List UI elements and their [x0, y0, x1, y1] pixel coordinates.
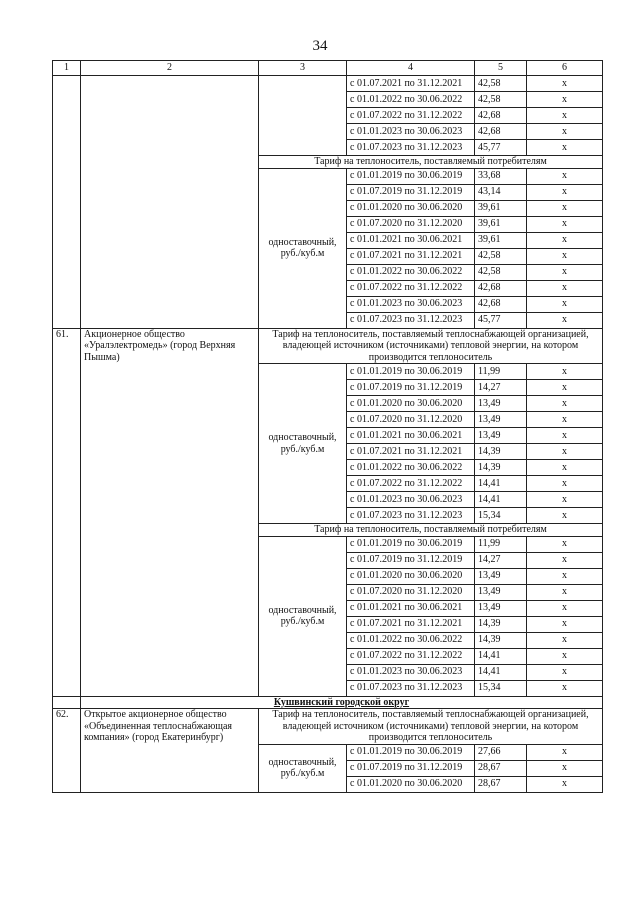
tariff-mark: x: [527, 124, 603, 140]
tariff-value: 42,68: [475, 280, 527, 296]
tariff-value: 28,67: [475, 776, 527, 792]
table-row: [53, 76, 603, 92]
tariff-period: с 01.07.2022 по 31.12.2022: [347, 280, 475, 296]
tariff-mark: x: [527, 248, 603, 264]
tariff-value: 14,39: [475, 460, 527, 476]
tariff-heading: Тариф на теплоноситель, поставляемый теплоснабжающей организацией, владеющей источником (источниками) тепловой энергии, на котором производится теплоноситель: [259, 328, 603, 364]
tariff-value: 14,41: [475, 492, 527, 508]
tariff-period: с 01.01.2023 по 30.06.2023: [347, 296, 475, 312]
tariff-mark: x: [527, 552, 603, 568]
tariff-period: с 01.07.2019 по 31.12.2019: [347, 760, 475, 776]
tariff-period: с 01.07.2021 по 31.12.2021: [347, 248, 475, 264]
organization-name: Открытое акционерное общество «Объединенная теплоснабжающая компания» (город Екатеринбург): [81, 709, 259, 793]
column-header: 4: [347, 61, 475, 76]
tariff-value: 13,49: [475, 412, 527, 428]
column-header: 1: [53, 61, 81, 76]
tariff-value: 11,99: [475, 536, 527, 552]
tariff-mark: x: [527, 92, 603, 108]
tariff-mark: x: [527, 648, 603, 664]
tariff-value: 11,99: [475, 364, 527, 380]
column-header: 3: [259, 61, 347, 76]
tariff-period: с 01.07.2019 по 31.12.2019: [347, 184, 475, 200]
tariff-value: 33,68: [475, 168, 527, 184]
section-number-cell: [53, 696, 81, 709]
entry-number: 62.: [53, 709, 81, 793]
tariff-mark: x: [527, 184, 603, 200]
tariff-period: с 01.01.2019 по 30.06.2019: [347, 744, 475, 760]
tariff-unit: одноставочный, руб./куб.м: [259, 364, 347, 524]
tariff-mark: x: [527, 616, 603, 632]
tariff-mark: x: [527, 140, 603, 156]
tariff-mark: x: [527, 232, 603, 248]
tariff-mark: x: [527, 280, 603, 296]
tariff-value: 14,39: [475, 632, 527, 648]
tariff-period: с 01.01.2019 по 30.06.2019: [347, 536, 475, 552]
tariff-value: 39,61: [475, 200, 527, 216]
tariff-heading-row: [53, 709, 603, 745]
tariff-value: 15,34: [475, 680, 527, 696]
organization-name: Акционерное общество «Уралэлектромедь» (город Верхняя Пышма): [81, 328, 259, 696]
column-header: 2: [81, 61, 259, 76]
tariff-table: [52, 60, 603, 793]
tariff-mark: x: [527, 412, 603, 428]
tariff-value: 42,58: [475, 264, 527, 280]
tariff-mark: x: [527, 584, 603, 600]
tariff-mark: x: [527, 396, 603, 412]
tariff-mark: x: [527, 632, 603, 648]
tariff-period: с 01.07.2020 по 31.12.2020: [347, 412, 475, 428]
tariff-period: с 01.01.2019 по 30.06.2019: [347, 364, 475, 380]
tariff-period: с 01.07.2020 по 31.12.2020: [347, 584, 475, 600]
tariff-value: 28,67: [475, 760, 527, 776]
tariff-period: с 01.01.2022 по 30.06.2022: [347, 264, 475, 280]
tariff-value: 14,27: [475, 552, 527, 568]
tariff-mark: x: [527, 76, 603, 92]
tariff-period: с 01.07.2019 по 31.12.2019: [347, 380, 475, 396]
tariff-value: 45,77: [475, 312, 527, 328]
tariff-value: 13,49: [475, 600, 527, 616]
entry-number: 61.: [53, 328, 81, 696]
tariff-mark: x: [527, 264, 603, 280]
tariff-value: 39,61: [475, 216, 527, 232]
tariff-value: 45,77: [475, 140, 527, 156]
tariff-mark: x: [527, 216, 603, 232]
tariff-mark: x: [527, 744, 603, 760]
tariff-period: с 01.01.2023 по 30.06.2023: [347, 124, 475, 140]
tariff-period: с 01.07.2023 по 31.12.2023: [347, 312, 475, 328]
tariff-mark: x: [527, 428, 603, 444]
column-header: 5: [475, 61, 527, 76]
tariff-value: 14,41: [475, 476, 527, 492]
tariff-period: с 01.01.2020 по 30.06.2020: [347, 776, 475, 792]
tariff-period: с 01.07.2020 по 31.12.2020: [347, 216, 475, 232]
tariff-heading: Тариф на теплоноситель, поставляемый потребителям: [259, 156, 603, 169]
tariff-period: с 01.07.2019 по 31.12.2019: [347, 552, 475, 568]
tariff-value: 14,39: [475, 616, 527, 632]
tariff-value: 39,61: [475, 232, 527, 248]
tariff-mark: x: [527, 476, 603, 492]
section-row: [53, 696, 603, 709]
tariff-period: с 01.01.2021 по 30.06.2021: [347, 600, 475, 616]
tariff-value: 14,39: [475, 444, 527, 460]
tariff-value: 42,58: [475, 248, 527, 264]
tariff-mark: x: [527, 312, 603, 328]
tariff-period: с 01.07.2021 по 31.12.2021: [347, 444, 475, 460]
tariff-mark: x: [527, 536, 603, 552]
tariff-period: с 01.01.2020 по 30.06.2020: [347, 568, 475, 584]
tariff-period: с 01.01.2022 по 30.06.2022: [347, 92, 475, 108]
tariff-period: с 01.01.2021 по 30.06.2021: [347, 232, 475, 248]
tariff-value: 42,58: [475, 92, 527, 108]
tariff-mark: x: [527, 776, 603, 792]
tariff-value: 13,49: [475, 396, 527, 412]
tariff-mark: x: [527, 568, 603, 584]
tariff-value: 42,68: [475, 124, 527, 140]
tariff-heading-row: [53, 328, 603, 364]
tariff-heading: Тариф на теплоноситель, поставляемый теплоснабжающей организацией, владеющей источником (источниками) тепловой энергии, на котором производится теплоноситель: [259, 709, 603, 745]
tariff-period: с 01.07.2021 по 31.12.2021: [347, 76, 475, 92]
tariff-mark: x: [527, 444, 603, 460]
tariff-period: с 01.01.2019 по 30.06.2019: [347, 168, 475, 184]
tariff-period: с 01.01.2020 по 30.06.2020: [347, 200, 475, 216]
page-number: 34: [312, 38, 328, 54]
tariff-unit: [259, 76, 347, 156]
tariff-period: с 01.07.2022 по 31.12.2022: [347, 476, 475, 492]
tariff-value: 42,68: [475, 296, 527, 312]
tariff-period: с 01.01.2021 по 30.06.2021: [347, 428, 475, 444]
tariff-period: с 01.01.2020 по 30.06.2020: [347, 396, 475, 412]
tariff-value: 13,49: [475, 568, 527, 584]
organization-cell: [81, 76, 259, 329]
tariff-mark: x: [527, 680, 603, 696]
section-heading: Кушвинский городской округ: [81, 696, 603, 709]
tariff-period: с 01.01.2022 по 30.06.2022: [347, 632, 475, 648]
tariff-mark: x: [527, 600, 603, 616]
tariff-mark: x: [527, 380, 603, 396]
tariff-value: 15,34: [475, 508, 527, 524]
tariff-mark: x: [527, 168, 603, 184]
tariff-period: с 01.07.2023 по 31.12.2023: [347, 508, 475, 524]
tariff-mark: x: [527, 508, 603, 524]
tariff-value: 43,14: [475, 184, 527, 200]
tariff-value: 13,49: [475, 428, 527, 444]
tariff-value: 14,27: [475, 380, 527, 396]
tariff-unit: одноставочный, руб./куб.м: [259, 744, 347, 792]
column-header: 6: [527, 61, 603, 76]
tariff-period: с 01.01.2023 по 30.06.2023: [347, 492, 475, 508]
tariff-mark: x: [527, 664, 603, 680]
tariff-value: 13,49: [475, 584, 527, 600]
tariff-period: с 01.01.2022 по 30.06.2022: [347, 460, 475, 476]
tariff-unit: одноставочный, руб./куб.м: [259, 536, 347, 696]
entry-number-cell: [53, 76, 81, 329]
tariff-mark: x: [527, 492, 603, 508]
tariff-period: с 01.07.2022 по 31.12.2022: [347, 648, 475, 664]
tariff-table-body: [53, 61, 603, 793]
tariff-heading: Тариф на теплоноситель, поставляемый потребителям: [259, 524, 603, 537]
tariff-mark: x: [527, 108, 603, 124]
tariff-value: 42,58: [475, 76, 527, 92]
tariff-value: 27,66: [475, 744, 527, 760]
tariff-mark: x: [527, 760, 603, 776]
tariff-value: 14,41: [475, 664, 527, 680]
tariff-mark: x: [527, 296, 603, 312]
tariff-unit: одноставочный, руб./куб.м: [259, 168, 347, 328]
tariff-period: с 01.01.2023 по 30.06.2023: [347, 664, 475, 680]
tariff-value: 42,68: [475, 108, 527, 124]
tariff-period: с 01.07.2023 по 31.12.2023: [347, 140, 475, 156]
tariff-mark: x: [527, 364, 603, 380]
tariff-mark: x: [527, 200, 603, 216]
tariff-mark: x: [527, 460, 603, 476]
column-header-row: [53, 61, 603, 76]
tariff-value: 14,41: [475, 648, 527, 664]
tariff-period: с 01.07.2021 по 31.12.2021: [347, 616, 475, 632]
tariff-period: с 01.07.2022 по 31.12.2022: [347, 108, 475, 124]
tariff-period: с 01.07.2023 по 31.12.2023: [347, 680, 475, 696]
